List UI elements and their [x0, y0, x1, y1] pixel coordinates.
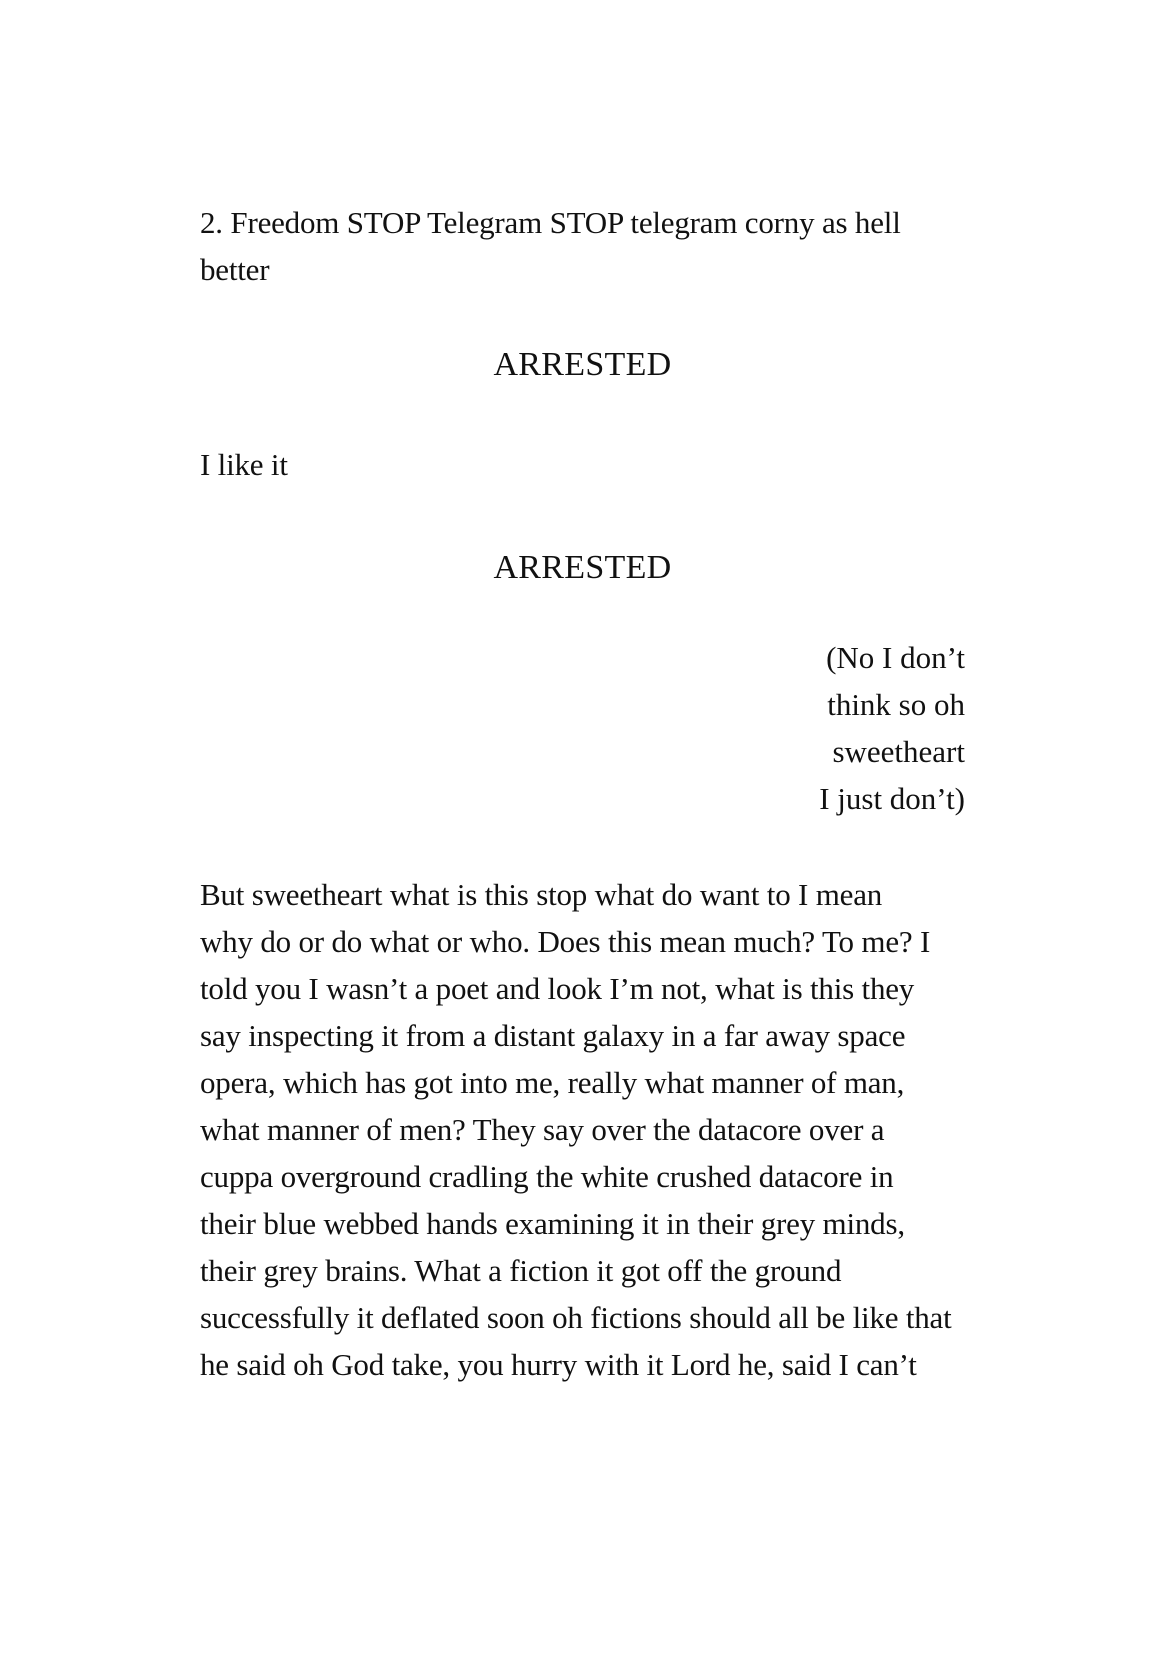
heading-arrested-2: ARRESTED	[493, 549, 672, 586]
body-line-10: successfully it deflated soon oh fictions should all be like that	[200, 1300, 952, 1335]
body-line-5: opera, which has got into me, really what manner of man,	[200, 1065, 905, 1100]
body-line-9: their grey brains. What a fiction it got off the ground	[200, 1253, 842, 1288]
opening-line-2: better	[200, 252, 270, 287]
body-line-2: why do or do what or who. Does this mean much? To me? I	[200, 924, 931, 959]
body-line-6: what manner of men? They say over the datacore over a	[200, 1112, 885, 1147]
body-line-4: say inspecting it from a distant galaxy in a far away space	[200, 1018, 906, 1053]
aside-line-3: sweetheart	[832, 734, 965, 769]
body-line-11: he said oh God take, you hurry with it Lord he, said I can’t	[200, 1347, 917, 1382]
opening-line-1: 2. Freedom STOP Telegram STOP telegram corny as hell	[200, 205, 901, 240]
aside-line-2: think so oh	[827, 687, 965, 722]
interjection-line: I like it	[200, 447, 288, 482]
body-line-1: But sweetheart what is this stop what do want to I mean	[200, 877, 883, 912]
heading-arrested-1: ARRESTED	[493, 346, 672, 383]
body-line-3: told you I wasn’t a poet and look I’m not, what is this they	[200, 971, 915, 1006]
aside-line-4: I just don’t)	[819, 781, 965, 816]
aside-line-1: (No I don’t	[826, 640, 965, 675]
body-line-7: cuppa overground cradling the white crushed datacore in	[200, 1159, 894, 1194]
body-line-8: their blue webbed hands examining it in their grey minds,	[200, 1206, 905, 1241]
